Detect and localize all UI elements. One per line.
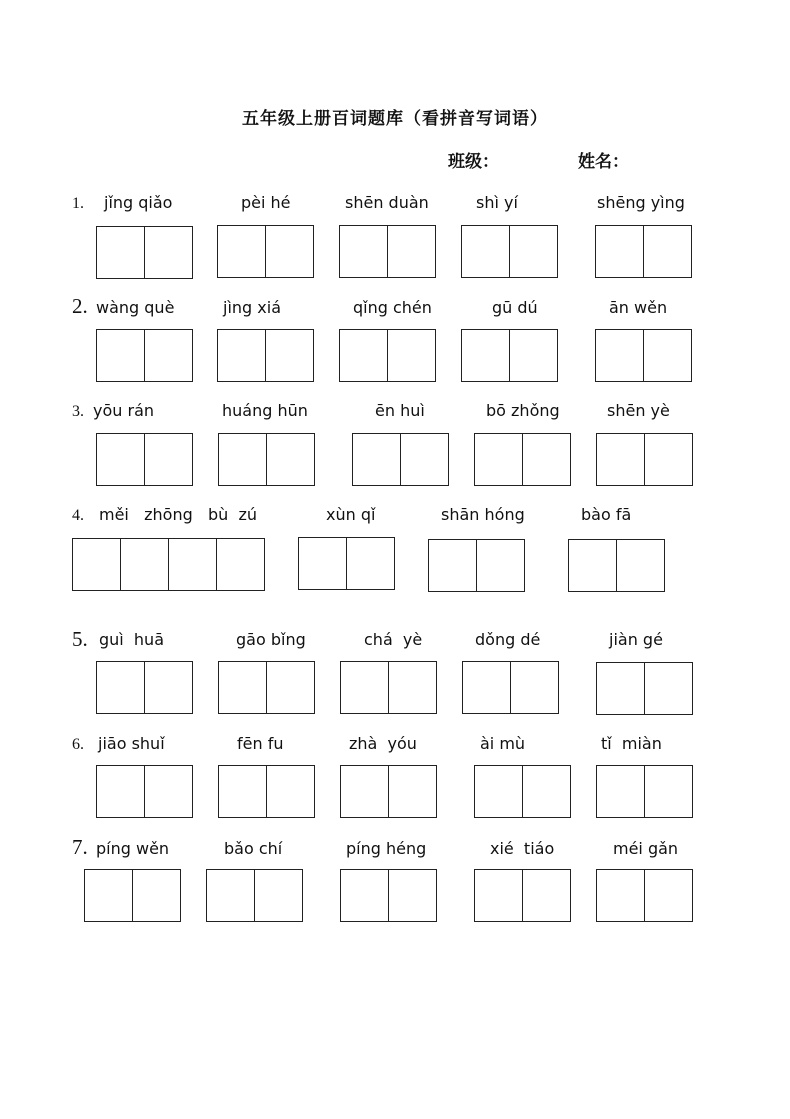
- writing-box[interactable]: [462, 661, 559, 714]
- writing-box[interactable]: [96, 329, 193, 382]
- writing-box[interactable]: [596, 765, 693, 818]
- writing-box[interactable]: [461, 329, 558, 382]
- pinyin-label: huáng hūn: [222, 401, 308, 420]
- writing-box[interactable]: [168, 538, 265, 591]
- pinyin-label: shēn yè: [607, 401, 670, 420]
- writing-box[interactable]: [474, 433, 571, 486]
- pinyin-label: shēng yìng: [597, 193, 685, 212]
- pinyin-label: jìng xiá: [223, 298, 281, 317]
- writing-box[interactable]: [474, 765, 571, 818]
- writing-box[interactable]: [206, 869, 303, 922]
- pinyin-label: shì yí: [476, 193, 518, 212]
- pinyin-label: xié tiáo: [490, 839, 555, 858]
- pinyin-label: guì huā: [99, 630, 164, 649]
- writing-box[interactable]: [218, 433, 315, 486]
- question-number: 5.: [72, 627, 88, 651]
- pinyin-label: bō zhǒng: [486, 401, 560, 420]
- pinyin-label: wàng què: [96, 298, 175, 317]
- pinyin-label: shēn duàn: [345, 193, 429, 212]
- writing-box[interactable]: [595, 329, 692, 382]
- writing-box[interactable]: [352, 433, 449, 486]
- pinyin-label: xùn qǐ: [326, 505, 376, 524]
- writing-box[interactable]: [595, 225, 692, 278]
- question-number: 4.: [72, 507, 84, 524]
- writing-box[interactable]: [596, 869, 693, 922]
- pinyin-label: měi zhōng bù zú: [99, 505, 258, 524]
- writing-box[interactable]: [428, 539, 525, 592]
- pinyin-label: dǒng dé: [475, 630, 541, 649]
- pinyin-label: gāo bǐng: [236, 630, 306, 649]
- class-label: 班级：: [448, 152, 499, 172]
- pinyin-label: chá yè: [364, 630, 423, 649]
- pinyin-label: fēn fu: [237, 734, 284, 753]
- writing-box[interactable]: [84, 869, 181, 922]
- pinyin-label: tǐ miàn: [601, 734, 662, 753]
- writing-box[interactable]: [340, 765, 437, 818]
- pinyin-label: jiāo shuǐ: [98, 734, 165, 753]
- writing-box[interactable]: [596, 662, 693, 715]
- question-number: 2.: [72, 294, 88, 318]
- writing-box[interactable]: [339, 329, 436, 382]
- pinyin-label: ān wěn: [609, 298, 668, 317]
- pinyin-label: bào fā: [581, 505, 632, 524]
- pinyin-label: píng héng: [346, 839, 427, 858]
- pinyin-label: ēn huì: [375, 401, 425, 420]
- writing-box[interactable]: [340, 869, 437, 922]
- pinyin-label: ài mù: [480, 734, 526, 753]
- writing-box[interactable]: [340, 661, 437, 714]
- question-number: 1.: [72, 195, 84, 212]
- name-label: 姓名：: [578, 152, 629, 172]
- writing-box[interactable]: [461, 225, 558, 278]
- writing-box[interactable]: [96, 765, 193, 818]
- pinyin-label: méi gǎn: [613, 839, 679, 858]
- writing-box[interactable]: [596, 433, 693, 486]
- pinyin-label: jiàn gé: [609, 630, 663, 649]
- question-number: 3.: [72, 403, 84, 420]
- writing-box[interactable]: [96, 661, 193, 714]
- pinyin-label: píng wěn: [96, 839, 170, 858]
- pinyin-label: gū dú: [492, 298, 538, 317]
- writing-box[interactable]: [568, 539, 665, 592]
- writing-box[interactable]: [218, 661, 315, 714]
- writing-box[interactable]: [217, 329, 314, 382]
- writing-box[interactable]: [96, 226, 193, 279]
- question-number: 7.: [72, 835, 88, 859]
- writing-box[interactable]: [218, 765, 315, 818]
- page-title: 五年级上册百词题库（看拼音写词语）: [242, 109, 548, 129]
- writing-box[interactable]: [72, 538, 169, 591]
- pinyin-label: jǐng qiǎo: [104, 193, 173, 212]
- pinyin-label: shān hóng: [441, 505, 525, 524]
- writing-box[interactable]: [474, 869, 571, 922]
- writing-box[interactable]: [217, 225, 314, 278]
- writing-box[interactable]: [298, 537, 395, 590]
- pinyin-label: zhà yóu: [349, 734, 417, 753]
- pinyin-label: yōu rán: [93, 401, 155, 420]
- pinyin-label: qǐng chén: [353, 298, 432, 317]
- writing-box[interactable]: [96, 433, 193, 486]
- pinyin-label: bǎo chí: [224, 839, 283, 858]
- pinyin-label: pèi hé: [241, 193, 291, 212]
- writing-box[interactable]: [339, 225, 436, 278]
- question-number: 6.: [72, 736, 84, 753]
